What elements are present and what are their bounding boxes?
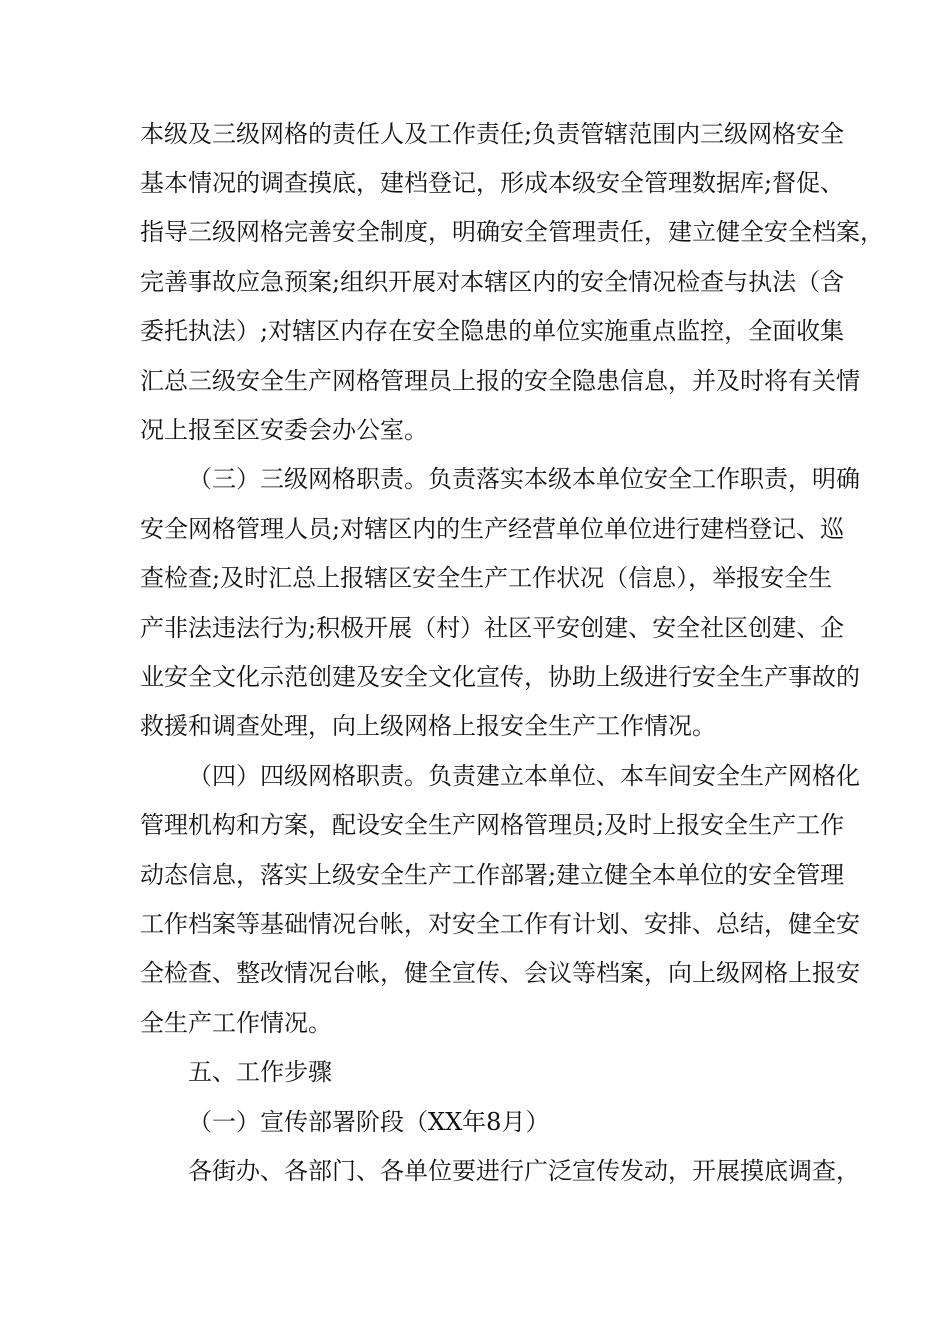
body-text-line: 完善事故应急预案;组织开展对本辖区内的安全情况检查与执法（含 — [140, 268, 845, 296]
body-text-line: 业安全文化示范创建及安全文化宣传，协助上级进行安全生产事故的 — [140, 663, 860, 691]
body-text-line: 动态信息，落实上级安全生产工作部署;建立健全本单位的安全管理 — [140, 861, 845, 889]
body-text-line: 基本情况的调查摸底，建档登记，形成本级安全管理数据库;督促、 — [140, 169, 845, 197]
body-text-line: 委托执法）;对辖区内存在安全隐患的单位实施重点监控，全面收集 — [140, 317, 845, 345]
body-text-line: 全生产工作情况。 — [140, 1009, 332, 1037]
body-text-line: 工作档案等基础情况台帐，对安全工作有计划、安排、总结，健全安 — [140, 910, 860, 938]
body-text-line: 全检查、整改情况台帐，健全宣传、会议等档案，向上级网格上报安 — [140, 959, 860, 987]
body-text-line: 管理机构和方案，配设安全生产网格管理员;及时上报安全生产工作 — [140, 811, 845, 839]
body-text-line: 况上报至区安委会办公室。 — [140, 416, 428, 444]
body-text-line: 查检查;及时汇总上报辖区安全生产工作状况（信息），举报安全生 — [140, 564, 833, 592]
body-text-line: 产非法违法行为;积极开展（村）社区平安创建、安全社区创建、企 — [140, 614, 845, 642]
body-text-line: 安全网格管理人员;对辖区内的生产经营单位单位进行建档登记、巡 — [140, 515, 845, 543]
section-heading-work-steps: 五、工作步骤 — [188, 1058, 332, 1086]
body-text-line: 本级及三级网格的责任人及工作责任;负责管辖范围内三级网格安全 — [140, 120, 845, 148]
subsection-heading-publicity: （一）宣传部署阶段（XX年8月） — [188, 1108, 550, 1136]
section-three-heading-line: （三）三级网格职责。负责落实本级本单位安全工作职责，明确 — [188, 465, 860, 493]
body-text-line: 汇总三级安全生产网格管理员上报的安全隐患信息，并及时将有关情 — [140, 367, 860, 395]
body-text-line: 救援和调查处理，向上级网格上报安全生产工作情况。 — [140, 712, 716, 740]
body-text-line: 各街办、各部门、各单位要进行广泛宣传发动，开展摸底调查， — [188, 1157, 860, 1185]
section-four-heading-line: （四）四级网格职责。负责建立本单位、本车间安全生产网格化 — [188, 762, 860, 790]
body-text-line: 指导三级网格完善安全制度，明确安全管理责任，建立健全安全档案， — [140, 218, 884, 246]
